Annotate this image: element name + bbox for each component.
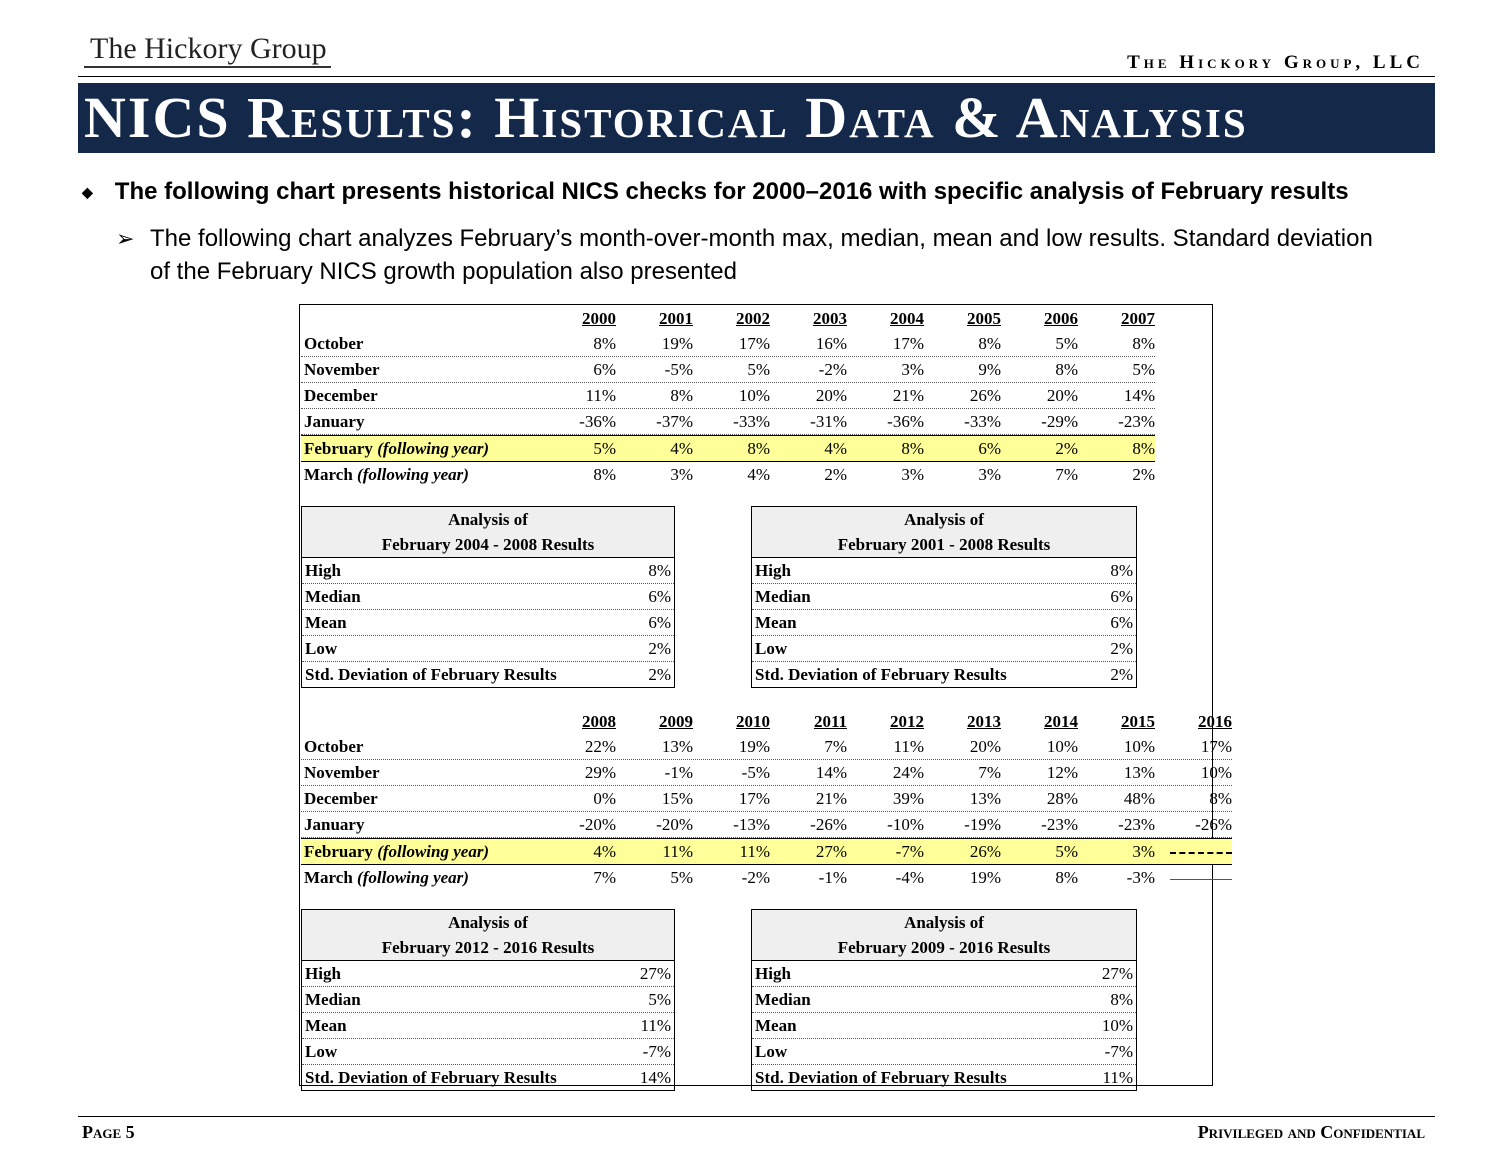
table-cell: -5% xyxy=(664,360,693,379)
sub-bullet-text: The following chart analyzes February’s month-over-month max, median, mean and low results. Standard deviation of the February NICS growth population also presented xyxy=(150,225,1373,285)
table-cell: 8% xyxy=(1132,334,1155,353)
table-cell: 8% xyxy=(593,465,616,484)
table-cell: 7% xyxy=(593,868,616,887)
company-logo: The Hickory Group xyxy=(84,32,331,68)
diamond-bullet-icon: ◆ xyxy=(82,184,93,201)
year-header: 2014 xyxy=(1044,712,1078,731)
nics-table-2000-2007 xyxy=(301,306,1155,487)
analysis-row xyxy=(752,1039,1136,1065)
year-header: 2003 xyxy=(813,309,847,328)
confidentiality-notice: Privileged and Confidential xyxy=(1197,1122,1425,1142)
analysis-metric: Mean xyxy=(755,1016,797,1035)
table-row xyxy=(301,865,1232,890)
table-cell: -23% xyxy=(1041,815,1078,834)
table-cell: 14% xyxy=(1123,386,1155,405)
year-header: 2011 xyxy=(813,712,847,731)
table-cell: 21% xyxy=(815,789,847,808)
table-cell: 26% xyxy=(969,386,1001,405)
table-cell: 5% xyxy=(747,360,770,379)
table-cell: 15% xyxy=(661,789,693,808)
year-header: 2013 xyxy=(967,712,1001,731)
analysis-metric: Low xyxy=(755,639,788,658)
table-cell: 3% xyxy=(1132,842,1155,861)
analysis-row xyxy=(302,584,674,610)
analysis-row xyxy=(302,987,674,1013)
table-cell: 19% xyxy=(969,868,1001,887)
table-cell: -37% xyxy=(656,412,693,431)
row-label: December xyxy=(304,386,378,405)
analysis-metric: Low xyxy=(305,1042,338,1061)
year-header: 2001 xyxy=(659,309,693,328)
analysis-row xyxy=(302,610,674,636)
table-cell: -23% xyxy=(1118,412,1155,431)
table-cell: -36% xyxy=(579,412,616,431)
analysis-row xyxy=(302,662,674,687)
analysis-row xyxy=(752,961,1136,987)
table-cell: 11% xyxy=(739,842,770,861)
table-cell: 3% xyxy=(978,465,1001,484)
row-label: October xyxy=(304,737,364,756)
analysis-row xyxy=(752,1013,1136,1039)
table-cell: 13% xyxy=(661,737,693,756)
analysis-metric: Median xyxy=(305,990,361,1009)
table-cell: 12% xyxy=(1046,763,1078,782)
analysis-value: 8% xyxy=(648,561,671,580)
analysis-title: Analysis of February 2012 - 2016 Results xyxy=(302,910,674,961)
table-cell: 7% xyxy=(824,737,847,756)
missing-value-dash xyxy=(1170,879,1232,880)
table-cell: 10% xyxy=(738,386,770,405)
analysis-row xyxy=(302,636,674,662)
table-cell: 8% xyxy=(747,439,770,458)
table-cell: 10% xyxy=(1200,763,1232,782)
table-cell: -31% xyxy=(810,412,847,431)
table-cell: -23% xyxy=(1118,815,1155,834)
analysis-metric: Std. Deviation of February Results xyxy=(305,665,557,684)
table-cell: -20% xyxy=(579,815,616,834)
table-cell: -7% xyxy=(895,842,924,861)
table-cell: -1% xyxy=(818,868,847,887)
analysis-row xyxy=(752,558,1136,584)
analysis-metric: Median xyxy=(755,990,811,1009)
main-bullet-text: The following chart presents historical NICS checks for 2000–2016 with specific analysis of February results xyxy=(114,178,1349,205)
table-cell: 7% xyxy=(978,763,1001,782)
table-cell: 8% xyxy=(593,334,616,353)
analysis-metric: Mean xyxy=(305,613,347,632)
analysis-value: 14% xyxy=(639,1068,671,1087)
table-cell: 10% xyxy=(1123,737,1155,756)
arrow-bullet-icon: ➢ xyxy=(116,226,135,251)
table-cell: 17% xyxy=(892,334,924,353)
analysis-row xyxy=(302,1065,674,1090)
analysis-value: 6% xyxy=(648,587,671,606)
analysis-box-feb-2001-2008 xyxy=(751,506,1137,688)
table-cell: 8% xyxy=(1209,789,1232,808)
year-header: 2008 xyxy=(582,712,616,731)
table-cell: -19% xyxy=(964,815,1001,834)
table-cell: 4% xyxy=(747,465,770,484)
table-cell: 9% xyxy=(978,360,1001,379)
analysis-row xyxy=(752,987,1136,1013)
table-cell: 5% xyxy=(1055,334,1078,353)
analysis-title: Analysis of February 2004 - 2008 Results xyxy=(302,507,674,558)
table-row xyxy=(301,462,1155,487)
table-cell: -13% xyxy=(733,815,770,834)
analysis-metric: Mean xyxy=(755,613,797,632)
row-label: December xyxy=(304,789,378,808)
analysis-metric: High xyxy=(305,964,341,983)
analysis-box-feb-2012-2016 xyxy=(301,909,675,1091)
table-cell: 6% xyxy=(978,439,1001,458)
analysis-title: Analysis of February 2001 - 2008 Results xyxy=(752,507,1136,558)
analysis-value: 5% xyxy=(648,990,671,1009)
table-cell: 20% xyxy=(1046,386,1078,405)
analysis-value: 8% xyxy=(1110,561,1133,580)
table-cell: 29% xyxy=(584,763,616,782)
analysis-value: 6% xyxy=(1110,587,1133,606)
analysis-row xyxy=(302,558,674,584)
row-label: January xyxy=(304,412,365,431)
analysis-value: -7% xyxy=(642,1042,671,1061)
year-header-row xyxy=(301,709,1232,734)
year-header: 2015 xyxy=(1121,712,1155,731)
table-cell: -5% xyxy=(741,763,770,782)
analysis-metric: Low xyxy=(305,639,338,658)
row-label: October xyxy=(304,334,364,353)
table-cell: 17% xyxy=(738,789,770,808)
table-cell: 8% xyxy=(978,334,1001,353)
table-cell: -20% xyxy=(656,815,693,834)
table-cell: -33% xyxy=(733,412,770,431)
table-cell: 24% xyxy=(892,763,924,782)
table-cell: -26% xyxy=(1195,815,1232,834)
analysis-row xyxy=(302,961,674,987)
analysis-row xyxy=(302,1039,674,1065)
table-cell xyxy=(1155,839,1232,864)
table-cell: 17% xyxy=(738,334,770,353)
table-cell: 4% xyxy=(593,842,616,861)
table-cell: 0% xyxy=(593,789,616,808)
table-cell: 4% xyxy=(670,439,693,458)
year-header: 2007 xyxy=(1121,309,1155,328)
year-header: 2012 xyxy=(890,712,924,731)
analysis-value: 6% xyxy=(1110,613,1133,632)
analysis-metric: High xyxy=(755,964,791,983)
table-cell: -36% xyxy=(887,412,924,431)
table-cell: -10% xyxy=(887,815,924,834)
analysis-value: 2% xyxy=(648,665,671,684)
analysis-metric: High xyxy=(755,561,791,580)
row-label: February (following year) xyxy=(304,842,490,861)
analysis-box-feb-2009-2016 xyxy=(751,909,1137,1091)
table-cell: 2% xyxy=(1055,439,1078,458)
analysis-value: 27% xyxy=(1101,964,1133,983)
table-cell: 3% xyxy=(901,465,924,484)
table-cell: 8% xyxy=(670,386,693,405)
analysis-row xyxy=(752,1065,1136,1090)
year-header: 2010 xyxy=(736,712,770,731)
analysis-value: 2% xyxy=(1110,665,1133,684)
row-label: March (following year) xyxy=(304,868,469,887)
analysis-metric: Std. Deviation of February Results xyxy=(305,1068,557,1087)
table-cell: 5% xyxy=(593,439,616,458)
footer-rule xyxy=(78,1116,1435,1117)
year-header: 2000 xyxy=(582,309,616,328)
analysis-row xyxy=(752,610,1136,636)
analysis-value: 2% xyxy=(648,639,671,658)
year-header: 2016 xyxy=(1198,712,1232,731)
table-cell: 11% xyxy=(662,842,693,861)
firm-name: The Hickory Group, LLC xyxy=(1127,52,1424,73)
analysis-metric: Median xyxy=(305,587,361,606)
table-cell: -4% xyxy=(895,868,924,887)
analysis-value: 6% xyxy=(648,613,671,632)
table-cell: 6% xyxy=(593,360,616,379)
year-header: 2004 xyxy=(890,309,924,328)
table-cell: 27% xyxy=(815,842,847,861)
table-cell: 5% xyxy=(1132,360,1155,379)
table-cell: 8% xyxy=(1055,360,1078,379)
analysis-value: 11% xyxy=(1102,1068,1133,1087)
analysis-value: -7% xyxy=(1104,1042,1133,1061)
table-cell: 13% xyxy=(969,789,1001,808)
table-cell: 14% xyxy=(815,763,847,782)
analysis-row xyxy=(302,1013,674,1039)
analysis-row xyxy=(752,584,1136,610)
table-row xyxy=(301,383,1155,409)
table-cell: 26% xyxy=(969,842,1001,861)
table-cell: -33% xyxy=(964,412,1001,431)
table-cell: -3% xyxy=(1126,868,1155,887)
table-cell: 16% xyxy=(815,334,847,353)
table-row xyxy=(301,357,1155,383)
table-cell: -1% xyxy=(664,763,693,782)
table-cell: -2% xyxy=(741,868,770,887)
analysis-metric: Low xyxy=(755,1042,788,1061)
table-cell: 8% xyxy=(901,439,924,458)
table-cell: -29% xyxy=(1041,412,1078,431)
table-row xyxy=(301,760,1232,786)
analysis-value: 10% xyxy=(1101,1016,1133,1035)
year-header: 2002 xyxy=(736,309,770,328)
table-row xyxy=(301,838,1232,865)
table-cell xyxy=(1155,865,1232,890)
table-cell: 20% xyxy=(969,737,1001,756)
analysis-value: 11% xyxy=(640,1016,671,1035)
analysis-value: 2% xyxy=(1110,639,1133,658)
table-cell: 28% xyxy=(1046,789,1078,808)
year-header: 2006 xyxy=(1044,309,1078,328)
nics-table-2008-2016 xyxy=(301,709,1232,890)
year-header: 2005 xyxy=(967,309,1001,328)
table-cell: -26% xyxy=(810,815,847,834)
table-row xyxy=(301,734,1232,760)
table-cell: 17% xyxy=(1200,737,1232,756)
table-cell: 22% xyxy=(584,737,616,756)
analysis-row xyxy=(752,662,1136,687)
page-title: NICS Results: Historical Data & Analysis xyxy=(78,83,1435,153)
year-header-row xyxy=(301,306,1155,331)
table-row xyxy=(301,409,1155,435)
table-cell: 3% xyxy=(670,465,693,484)
analysis-value: 8% xyxy=(1110,990,1133,1009)
table-cell: 10% xyxy=(1046,737,1078,756)
header-rule xyxy=(78,76,1435,77)
analysis-row xyxy=(752,636,1136,662)
table-cell: 20% xyxy=(815,386,847,405)
table-row xyxy=(301,812,1232,838)
table-cell: 13% xyxy=(1123,763,1155,782)
missing-value-dash xyxy=(1170,852,1232,854)
table-cell: 5% xyxy=(670,868,693,887)
year-header: 2009 xyxy=(659,712,693,731)
table-row xyxy=(301,331,1155,357)
table-cell: 11% xyxy=(893,737,924,756)
table-cell: 19% xyxy=(661,334,693,353)
analysis-box-feb-2004-2008 xyxy=(301,506,675,688)
row-label: March (following year) xyxy=(304,465,469,484)
table-cell: 4% xyxy=(824,439,847,458)
table-cell: 21% xyxy=(892,386,924,405)
table-cell: 8% xyxy=(1055,868,1078,887)
analysis-title: Analysis of February 2009 - 2016 Results xyxy=(752,910,1136,961)
analysis-metric: High xyxy=(305,561,341,580)
row-label: February (following year) xyxy=(304,439,490,458)
row-label: November xyxy=(304,360,380,379)
table-cell: 11% xyxy=(585,386,616,405)
analysis-metric: Mean xyxy=(305,1016,347,1035)
table-cell: 19% xyxy=(738,737,770,756)
sub-bullet xyxy=(116,222,1396,288)
table-cell: 48% xyxy=(1123,789,1155,808)
table-cell: 2% xyxy=(1132,465,1155,484)
analysis-metric: Median xyxy=(755,587,811,606)
table-row xyxy=(301,435,1155,462)
row-label: January xyxy=(304,815,365,834)
table-cell: -2% xyxy=(818,360,847,379)
table-row xyxy=(301,786,1232,812)
table-cell: 7% xyxy=(1055,465,1078,484)
analysis-metric: Std. Deviation of February Results xyxy=(755,665,1007,684)
analysis-value: 27% xyxy=(639,964,671,983)
main-bullet xyxy=(82,178,1349,206)
table-cell: 2% xyxy=(824,465,847,484)
row-label: November xyxy=(304,763,380,782)
page-number: Page 5 xyxy=(82,1122,135,1142)
table-cell: 8% xyxy=(1132,439,1155,458)
table-cell: 5% xyxy=(1055,842,1078,861)
table-cell: 39% xyxy=(892,789,924,808)
analysis-metric: Std. Deviation of February Results xyxy=(755,1068,1007,1087)
table-cell: 3% xyxy=(901,360,924,379)
